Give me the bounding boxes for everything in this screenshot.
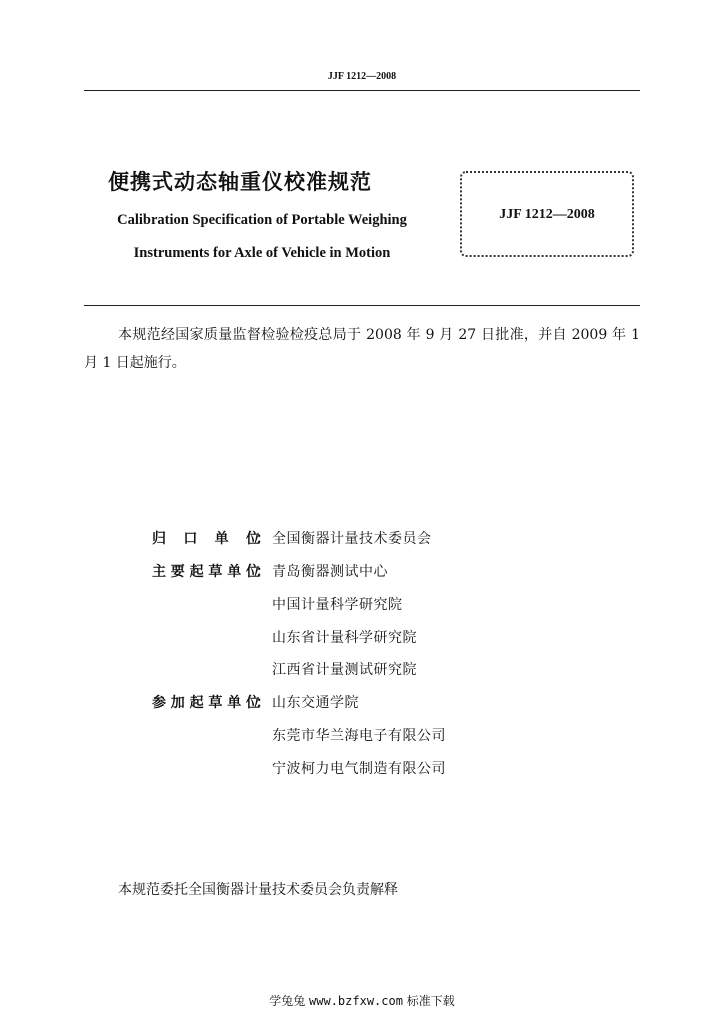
- title-chinese: 便携式动态轴重仪校准规范: [108, 170, 372, 194]
- main-drafting-label: 主要起草单位: [152, 564, 260, 580]
- main-drafting-unit: 山东省计量科学研究院: [272, 630, 417, 646]
- footer-url[interactable]: www.bzfxw.com: [309, 994, 403, 1008]
- main-drafting-unit: 中国计量科学研究院: [272, 597, 403, 613]
- responsible-unit-label: 归口单位: [152, 531, 260, 547]
- title-english-line1: Calibration Specification of Portable Weighing: [117, 212, 407, 228]
- responsible-unit-value: 全国衡器计量技术委员会: [272, 531, 432, 547]
- title-rule: [84, 305, 640, 306]
- header-rule: [84, 90, 640, 91]
- main-drafting-unit: 青岛衡器测试中心: [272, 564, 388, 580]
- footer-suffix: 标准下载: [406, 994, 455, 1008]
- main-drafting-colon: ：: [256, 564, 270, 580]
- responsible-unit-colon: ：: [256, 531, 270, 547]
- participating-unit: 东莞市华兰海电子有限公司: [272, 728, 446, 744]
- header-standard-code: JJF 1212—2008: [327, 71, 397, 82]
- approval-paragraph: 本规范经国家质量监督检验检疫总局于 2008 年 9 月 27 日批准，并自 2009 年 1 月 1 日起施行。: [84, 327, 640, 371]
- participating-colon: ：: [256, 695, 270, 711]
- participating-label: 参加起草单位: [152, 695, 260, 711]
- standard-code-box: [460, 171, 634, 257]
- title-english-line2: Instruments for Axle of Vehicle in Motion: [133, 245, 391, 261]
- entrust-statement: 本规范委托全国衡器计量技术委员会负责解释: [118, 882, 398, 898]
- footer-site-name: 学兔兔: [269, 994, 306, 1008]
- standard-code-box-text: JJF 1212—2008: [499, 207, 595, 222]
- participating-unit: 宁波柯力电气制造有限公司: [272, 761, 446, 777]
- main-drafting-unit: 江西省计量测试研究院: [272, 662, 417, 678]
- footer-watermark: [0, 992, 724, 1009]
- participating-unit: 山东交通学院: [272, 695, 359, 711]
